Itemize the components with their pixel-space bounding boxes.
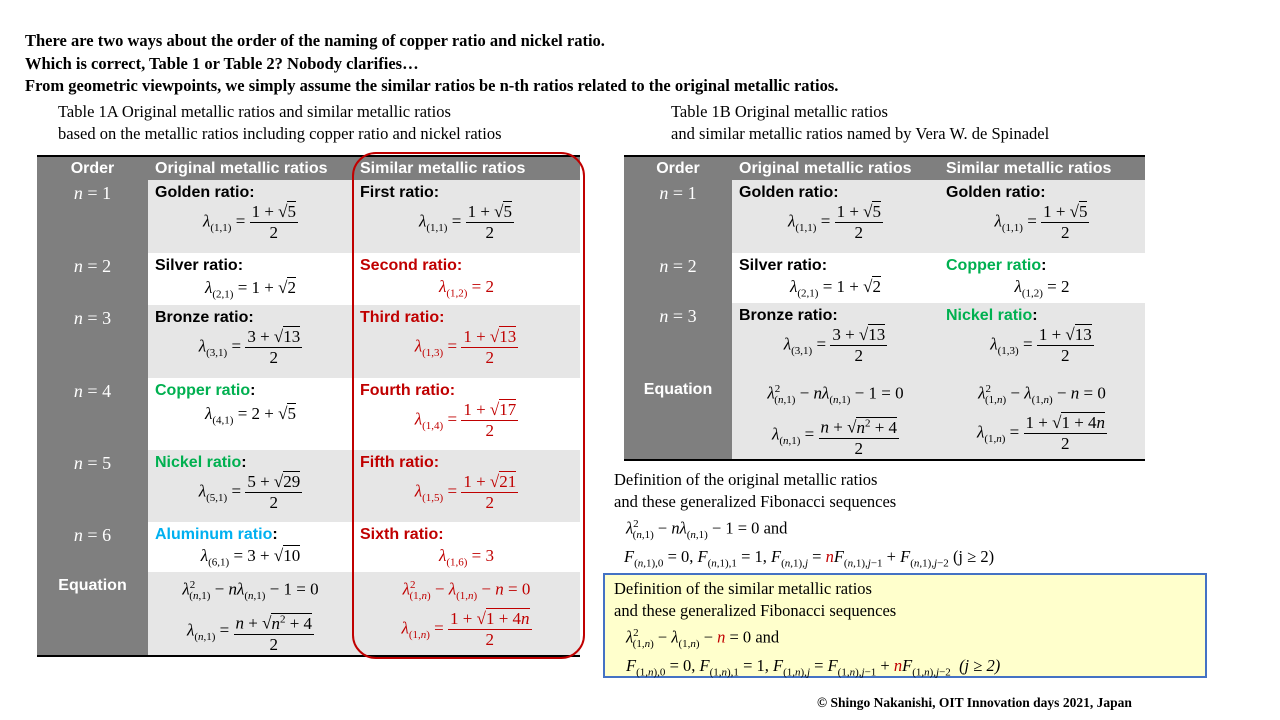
original-cell <box>148 180 353 253</box>
ratio-name: Golden ratio: <box>946 184 1046 201</box>
order-cell: n = 6 <box>37 522 148 572</box>
ratio-formula: $\lambda_{(1,5)}$ = $\frac{1 + √21}{2}$ <box>414 472 517 512</box>
ratio-name: Nickel ratio: <box>946 307 1038 325</box>
ratio-name: Silver ratio: <box>739 257 828 274</box>
ratio-formula: $\lambda_{(1,6)} = 3$ <box>438 546 495 569</box>
ratio-formula: $\lambda_{(1,1)}$ = $\frac{1 + √5}{2}$ <box>788 202 881 242</box>
ratio-formula: $\lambda_{(1,1)}$ = $\frac{1 + √5}{2}$ <box>419 202 512 242</box>
table1a-caption-line-1: Table 1A Original metallic ratios and similar metallic ratios <box>58 102 451 121</box>
original-cell <box>148 253 353 305</box>
ratio-formula: $\lambda_{(1,3)}$ = $\frac{1 + √13}{2}$ <box>990 325 1092 366</box>
ratio-formula: $\lambda_{(3,1)}$ = $\frac{3 + √13}{2}$ <box>198 327 301 367</box>
ratio-name: Copper ratio: <box>155 382 256 399</box>
table1b-header-order: Order <box>624 156 732 180</box>
nickel-ratio-label: Nickel ratio <box>946 307 1033 325</box>
definition-similar-sequence: $F_{(1,n),0} = 0$, $F_{(1,n),1} = 1$, $F_{(1,n),j} = F_{(1,n),j-1} + nF_{(1,n),j-2}$ (j ≥ 2) <box>626 655 1001 679</box>
order-cell: n = 3 <box>624 303 732 376</box>
order-cell: n = 1 <box>37 180 148 253</box>
definition-original <box>614 469 994 574</box>
ratio-name: Golden ratio: <box>155 184 255 201</box>
table1b-caption <box>671 101 1049 145</box>
definition-similar-line-1: Definition of the similar metallic ratios <box>614 579 872 598</box>
ratio-name: Third ratio: <box>360 309 445 326</box>
condition: (j ≥ 2) <box>959 655 1001 675</box>
definition-original-line-2: and these generalized Fibonacci sequences <box>614 492 897 511</box>
ratio-name: First ratio: <box>360 184 440 201</box>
ratio-formula: $\lambda_{(1,3)}$ = $\frac{1 + √13}{2}$ <box>414 327 517 367</box>
table-row <box>624 253 1145 303</box>
ratio-name: Nickel ratio: <box>155 454 247 471</box>
table-row <box>624 180 1145 253</box>
copper-ratio-label: Copper ratio <box>155 382 251 399</box>
table1b-caption-line-1: Table 1B Original metallic ratios <box>671 102 888 121</box>
ratio-formula: $\lambda_{(6,1)} = 3 + √10$ <box>200 546 301 569</box>
and-word: and <box>755 627 780 647</box>
table-1b <box>624 155 1145 461</box>
similar-cell <box>939 180 1145 253</box>
original-cell <box>732 303 939 376</box>
definition-original-line-1: Definition of the original metallic ratios <box>614 470 878 489</box>
order-cell: Equation <box>624 376 732 460</box>
table-row <box>624 303 1145 376</box>
condition: (j ≥ 2) <box>952 546 995 566</box>
ratio-formula: $\lambda_{(2,1)} = 1 + √2$ <box>790 277 881 300</box>
ratio-formula: $\lambda_{(3,1)}$ = $\frac{3 + √13}{2}$ <box>783 325 886 366</box>
table1b-header-row <box>624 156 1145 180</box>
ratio-name: Copper ratio: <box>946 257 1047 274</box>
ratio-formula: $\lambda_{(1,1)}$ = $\frac{1 + √5}{2}$ <box>203 202 296 242</box>
similar-cell <box>939 303 1145 376</box>
ratio-name: Silver ratio: <box>155 257 244 274</box>
table-row <box>624 376 1145 460</box>
intro-line-1: There are two ways about the order of the naming of copper ratio and nickel ratio. <box>25 31 605 50</box>
solution-formula: $\lambda_{(1,n)}$ = $\frac{1 + √1 + 4n}{2}$ <box>401 609 530 650</box>
definition-original-sequence: $F_{(n,1),0} = 0$, $F_{(n,1),1} = 1$, $F_{(n,1),j} = nF_{(n,1),j-1} + F_{(n,1),j-2}$ (j ≥ 2) <box>624 546 995 570</box>
table1a-caption <box>58 101 502 145</box>
table1a-caption-line-2: based on the metallic ratios including copper ratio and nickel ratios <box>58 124 502 143</box>
original-cell <box>148 378 353 450</box>
equation-formula: $\lambda^2_{(n,1)} - n\lambda_{(n,1)} - 1 = 0$ <box>182 579 319 603</box>
ratio-formula: $\lambda_{(1,4)}$ = $\frac{1 + √17}{2}$ <box>414 400 517 440</box>
intro-line-2: Which is correct, Table 1 or Table 2? Nobody clarifies… <box>25 53 419 73</box>
intro-line-3: From geometric viewpoints, we simply assume the similar ratios be n-th ratios related to the original metallic ratios. <box>25 76 839 95</box>
similar-column-highlight <box>352 152 585 659</box>
table1b-caption-line-2: and similar metallic ratios named by Vera W. de Spinadel <box>671 124 1050 143</box>
order-cell: n = 4 <box>37 378 148 450</box>
original-cell <box>732 180 939 253</box>
definition-similar-equation: $\lambda^2_{(1,n)} - \lambda_{(1,n)} - n = 0$ and <box>626 627 780 650</box>
copyright-text: © Shingo Nakanishi, OIT Innovation days 2021, Japan <box>817 695 1132 710</box>
ratio-name: Golden ratio: <box>739 184 839 201</box>
ratio-formula: $\lambda_{(1,1)}$ = $\frac{1 + √5}{2}$ <box>994 202 1088 242</box>
ratio-name: Bronze ratio: <box>155 309 254 326</box>
original-cell <box>148 572 353 656</box>
ratio-name: Fifth ratio: <box>360 454 440 471</box>
table1a-header-original: Original metallic ratios <box>148 156 353 180</box>
copper-ratio-label: Copper ratio <box>946 257 1042 274</box>
order-cell: n = 3 <box>37 305 148 378</box>
order-cell: n = 1 <box>624 180 732 253</box>
ratio-formula: $\lambda_{(1,2)} = 2$ <box>438 277 495 300</box>
similar-cell <box>939 253 1145 303</box>
ratio-name: Fourth ratio: <box>360 382 456 399</box>
table1b-header-similar: Similar metallic ratios <box>939 156 1145 180</box>
order-cell: Equation <box>37 572 148 656</box>
and-word: and <box>763 518 788 538</box>
equation-formula: $\lambda^2_{(n,1)} - n\lambda_{(n,1)} - 1 = 0$ <box>767 383 904 407</box>
table1a-header-order: Order <box>37 156 148 180</box>
solution-formula: $\lambda_{(n,1)}$ = $\frac{n + √n^2 + 4}{2}$ <box>148 606 353 655</box>
original-cell <box>732 253 939 303</box>
definition-original-equation: $\lambda^2_{(n,1)} - n\lambda_{(n,1)} - 1 = 0$ and <box>626 518 788 541</box>
order-cell: n = 2 <box>624 253 732 303</box>
aluminum-ratio-label: Aluminum ratio <box>155 526 273 543</box>
order-cell: n = 2 <box>37 253 148 305</box>
original-cell <box>732 376 939 460</box>
table1a-header-similar: Similar metallic ratios <box>353 156 580 180</box>
ratio-name: Aluminum ratio: <box>155 526 278 543</box>
solution-formula: $\lambda_{(n,1)}$ = $\frac{n + √n^2 + 4}{2}$ <box>732 410 939 459</box>
ratio-name: Sixth ratio: <box>360 526 444 543</box>
solution-formula: $\lambda_{(1,n)}$ = $\frac{1 + √1 + 4n}{2}$ <box>976 413 1106 454</box>
order-cell: n = 5 <box>37 450 148 522</box>
nickel-ratio-label: Nickel ratio <box>155 454 242 471</box>
ratio-formula: $\lambda_{(4,1)} = 2 + √5$ <box>205 404 296 427</box>
intro-text <box>25 30 838 98</box>
table1b-header-original: Original metallic ratios <box>732 156 939 180</box>
ratio-formula: $\lambda_{(2,1)} = 1 + √2$ <box>205 278 296 301</box>
original-cell <box>148 305 353 378</box>
definition-similar <box>614 578 1000 683</box>
equation-formula: $\lambda^2_{(1,n)} - \lambda_{(1,n)} - n = 0$ <box>978 383 1106 407</box>
equation-formula: $\lambda^2_{(1,n)} - \lambda_{(1,n)} - n = 0$ <box>402 579 531 603</box>
similar-cell <box>939 376 1145 460</box>
ratio-name: Bronze ratio: <box>739 307 838 325</box>
original-cell <box>148 450 353 522</box>
definition-similar-line-2: and these generalized Fibonacci sequences <box>614 601 897 620</box>
ratio-formula: $\lambda_{(1,2)} = 2$ <box>1014 277 1070 300</box>
original-cell <box>148 522 353 572</box>
ratio-formula: $\lambda_{(5,1)}$ = $\frac{5 + √29}{2}$ <box>198 472 301 512</box>
ratio-name: Second ratio: <box>360 257 463 274</box>
